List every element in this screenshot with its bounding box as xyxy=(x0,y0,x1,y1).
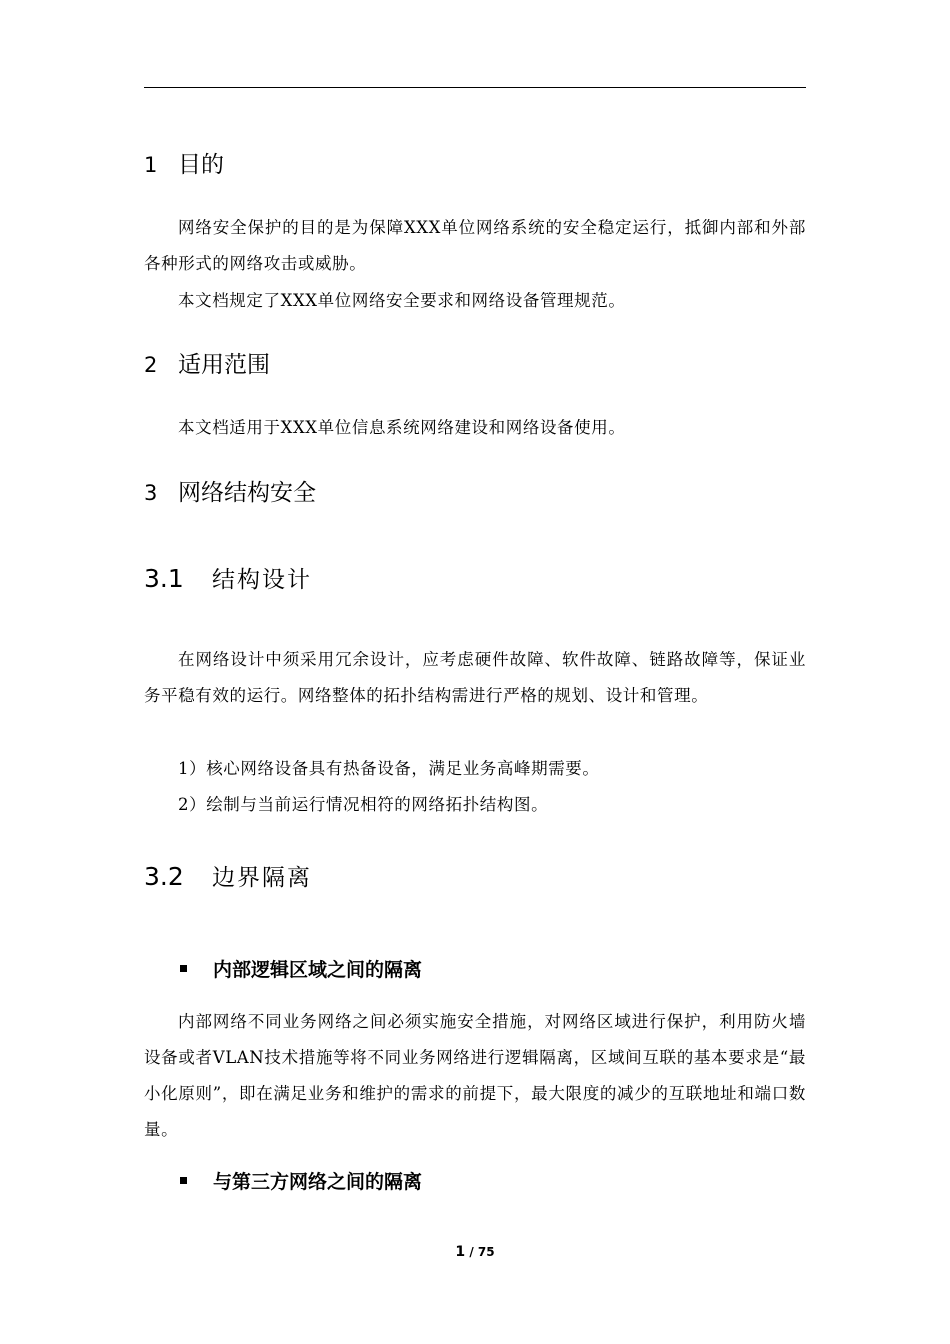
current-page: 1 xyxy=(455,1244,466,1260)
bullet-heading xyxy=(144,1167,806,1194)
heading-section-1 xyxy=(144,146,806,179)
paragraph: 在网络设计中须采用冗余设计，应考虑硬件故障、软件故障、链路故障等，保证业务平稳有效的运行。网络整体的拓扑结构需进行严格的规划、设计和管理。 xyxy=(144,650,806,705)
section-title: 边界隔离 xyxy=(212,865,312,891)
heading-section-3 xyxy=(144,474,806,507)
bullet-heading-text: 与第三方网络之间的隔离 xyxy=(213,1171,423,1193)
square-bullet-icon xyxy=(180,1177,187,1184)
page-number xyxy=(0,1244,950,1260)
heading-section-2 xyxy=(144,346,806,379)
list-item: 1）核心网络设备具有热备设备，满足业务高峰期需要。 xyxy=(178,759,600,778)
heading-section-3-2 xyxy=(144,859,806,892)
header-rule xyxy=(144,87,806,88)
section-number: 3.1 xyxy=(144,564,184,593)
section-number: 3.2 xyxy=(144,862,184,891)
bullet-heading-text: 内部逻辑区域之间的隔离 xyxy=(213,959,423,981)
bullet-heading xyxy=(144,955,806,982)
section-number: 3 xyxy=(144,481,158,505)
section-title: 适用范围 xyxy=(178,352,270,378)
section-title: 结构设计 xyxy=(212,567,312,593)
paragraph: 网络安全保护的目的是为保障XXX单位网络系统的安全稳定运行，抵御内部和外部各种形式的网络攻击或威胁。 xyxy=(144,218,806,273)
section-number: 1 xyxy=(144,153,158,177)
section-title: 目的 xyxy=(178,152,224,178)
paragraph: 本文档规定了XXX单位网络安全要求和网络设备管理规范。 xyxy=(178,291,626,310)
paragraph: 本文档适用于XXX单位信息系统网络建设和网络设备使用。 xyxy=(178,418,626,437)
heading-section-3-1 xyxy=(144,561,806,594)
list-item: 2）绘制与当前运行情况相符的网络拓扑结构图。 xyxy=(178,795,549,814)
paragraph: 内部网络不同业务网络之间必须实施安全措施，对网络区域进行保护，利用防火墙设备或者VLAN技术措施等将不同业务网络进行逻辑隔离，区域间互联的基本要求是“最小化原则”，即在满足业务和维护的需求的前提下，最大限度的减少的互联地址和端口数量。 xyxy=(144,1012,806,1139)
square-bullet-icon xyxy=(180,965,187,972)
section-title: 网络结构安全 xyxy=(178,480,316,506)
section-number: 2 xyxy=(144,353,158,377)
total-pages: 75 xyxy=(477,1245,495,1259)
page-separator: / xyxy=(469,1245,474,1259)
